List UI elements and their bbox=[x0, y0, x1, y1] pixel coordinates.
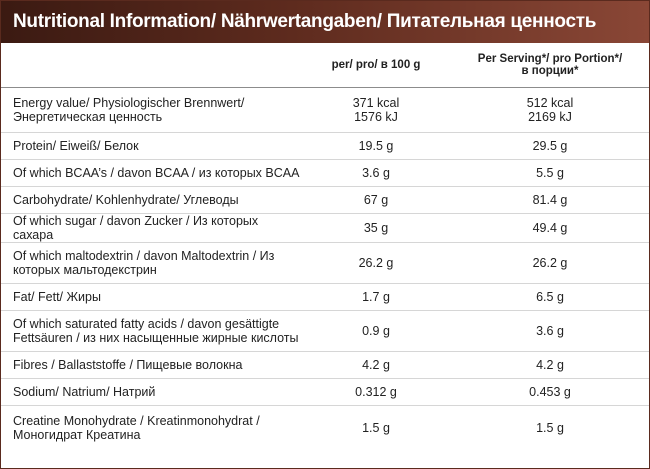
per-serving-value bbox=[451, 284, 649, 311]
per-serving-value bbox=[451, 243, 649, 284]
header-nutrient bbox=[1, 43, 301, 88]
per-100g-value bbox=[301, 133, 451, 160]
nutrient-label-line2: которых мальтодекстрин bbox=[13, 263, 157, 277]
table-row bbox=[1, 133, 649, 160]
nutrition-table bbox=[1, 43, 649, 450]
per-100g-value bbox=[301, 284, 451, 311]
table-row bbox=[1, 284, 649, 311]
table-row bbox=[1, 88, 649, 133]
nutrient-label bbox=[1, 243, 301, 284]
per-100g-value-line1: 0.312 g bbox=[355, 385, 397, 399]
per-serving-value-line1: 81.4 g bbox=[532, 193, 568, 207]
nutrient-label-line1: Creatine Monohydrate / Kreatinmonohydrat / bbox=[13, 413, 260, 428]
per-100g-value-line1: 1.7 g bbox=[362, 290, 390, 304]
per-serving-value bbox=[451, 160, 649, 187]
per-serving-value bbox=[451, 379, 649, 406]
per-100g-value-line1: 371 kcal bbox=[352, 96, 400, 110]
table-header-row bbox=[1, 43, 649, 88]
per-serving-value-line2: 2169 kJ bbox=[528, 110, 572, 124]
nutrient-label-line1: Sodium/ Natrium/ Натрий bbox=[13, 385, 156, 399]
per-100g-value bbox=[301, 406, 451, 450]
per-serving-value bbox=[451, 352, 649, 379]
per-100g-value-line1: 19.5 g bbox=[358, 139, 394, 153]
per-serving-value bbox=[451, 133, 649, 160]
nutrient-label bbox=[1, 311, 301, 352]
nutrient-label-line2: Моногидрат Креатина bbox=[13, 427, 141, 442]
header-per-100g bbox=[301, 43, 451, 88]
page-title: Nutritional Information/ Nährwertangaben/ Питательная ценность bbox=[1, 1, 649, 43]
per-serving-value-line1: 0.453 g bbox=[529, 385, 571, 399]
per-100g-value bbox=[301, 379, 451, 406]
per-serving-value-line1: 49.4 g bbox=[532, 221, 568, 235]
per-100g-value bbox=[301, 187, 451, 214]
per-100g-value bbox=[301, 243, 451, 284]
nutrient-label-line1: Protein/ Eiweiß/ Белок bbox=[13, 139, 139, 153]
table-row bbox=[1, 311, 649, 352]
nutrient-label bbox=[1, 88, 301, 133]
nutrient-label-line1: Fat/ Fett/ Жиры bbox=[13, 290, 101, 304]
per-serving-value-line1: 4.2 g bbox=[536, 358, 564, 372]
per-serving-value-line1: 5.5 g bbox=[536, 166, 564, 180]
per-serving-value bbox=[451, 214, 649, 243]
nutrient-label-line1: Of which sugar / davon Zucker / Из которых сахара bbox=[13, 214, 259, 242]
table-row bbox=[1, 379, 649, 406]
per-serving-value-line1: 29.5 g bbox=[532, 139, 568, 153]
per-100g-value bbox=[301, 88, 451, 133]
table-row bbox=[1, 187, 649, 214]
table-row bbox=[1, 406, 649, 450]
table-row bbox=[1, 352, 649, 379]
per-100g-value-line1: 0.9 g bbox=[362, 324, 390, 338]
nutrient-label bbox=[1, 187, 301, 214]
per-serving-value bbox=[451, 187, 649, 214]
per-100g-value-line1: 4.2 g bbox=[362, 358, 390, 372]
per-100g-value-line1: 35 g bbox=[363, 221, 389, 235]
per-serving-value-line1: 6.5 g bbox=[536, 290, 564, 304]
per-100g-value-line2: 1576 kJ bbox=[354, 110, 398, 124]
per-serving-value bbox=[451, 88, 649, 133]
nutrient-label-line2: Fettsäuren / из них насыщенные жирные кислоты bbox=[13, 331, 299, 345]
nutrient-label-line1: Fibres / Ballaststoffe / Пищевые волокна bbox=[13, 358, 243, 372]
per-100g-value bbox=[301, 352, 451, 379]
per-serving-value-line1: 3.6 g bbox=[536, 324, 564, 338]
per-serving-value-line1: 1.5 g bbox=[536, 420, 564, 435]
per-100g-value bbox=[301, 214, 451, 243]
nutrient-label bbox=[1, 406, 301, 450]
nutrient-label-line2: Энергетическая ценность bbox=[13, 110, 163, 124]
nutrient-label-line1: Of which maltodextrin / davon Maltodextrin / Из bbox=[13, 249, 275, 263]
header-per-serving-line1: Per Serving*/ pro Portion*/ bbox=[477, 53, 623, 65]
nutrient-label-line1: Of which saturated fatty acids / davon gesättigte bbox=[13, 317, 280, 331]
nutrient-label bbox=[1, 133, 301, 160]
table-row bbox=[1, 160, 649, 187]
nutrient-label-line1: Of which BCAA’s / davon BCAA / из которых BCAA bbox=[13, 166, 300, 180]
per-100g-value-line1: 26.2 g bbox=[358, 256, 394, 270]
table-row bbox=[1, 214, 649, 243]
per-100g-value-line1: 67 g bbox=[363, 193, 389, 207]
nutrient-label bbox=[1, 352, 301, 379]
nutrient-label bbox=[1, 284, 301, 311]
header-per-serving-line2: в порции* bbox=[521, 65, 579, 77]
nutrient-label bbox=[1, 214, 301, 243]
header-per-serving bbox=[451, 43, 649, 88]
per-100g-value-line1: 1.5 g bbox=[362, 420, 390, 435]
per-serving-value-line1: 26.2 g bbox=[532, 256, 568, 270]
nutrient-label-line1: Energy value/ Physiologischer Brennwert/ bbox=[13, 96, 245, 110]
per-100g-value-line1: 3.6 g bbox=[362, 166, 390, 180]
per-serving-value-line1: 512 kcal bbox=[526, 96, 574, 110]
nutrient-label-line1: Carbohydrate/ Kohlenhydrate/ Углеводы bbox=[13, 193, 239, 207]
nutrient-label bbox=[1, 160, 301, 187]
table-row bbox=[1, 243, 649, 284]
nutrient-label bbox=[1, 379, 301, 406]
per-100g-value bbox=[301, 311, 451, 352]
per-100g-value bbox=[301, 160, 451, 187]
per-serving-value bbox=[451, 311, 649, 352]
header-per-100g-label: per/ pro/ в 100 g bbox=[331, 59, 421, 71]
per-serving-value bbox=[451, 406, 649, 450]
